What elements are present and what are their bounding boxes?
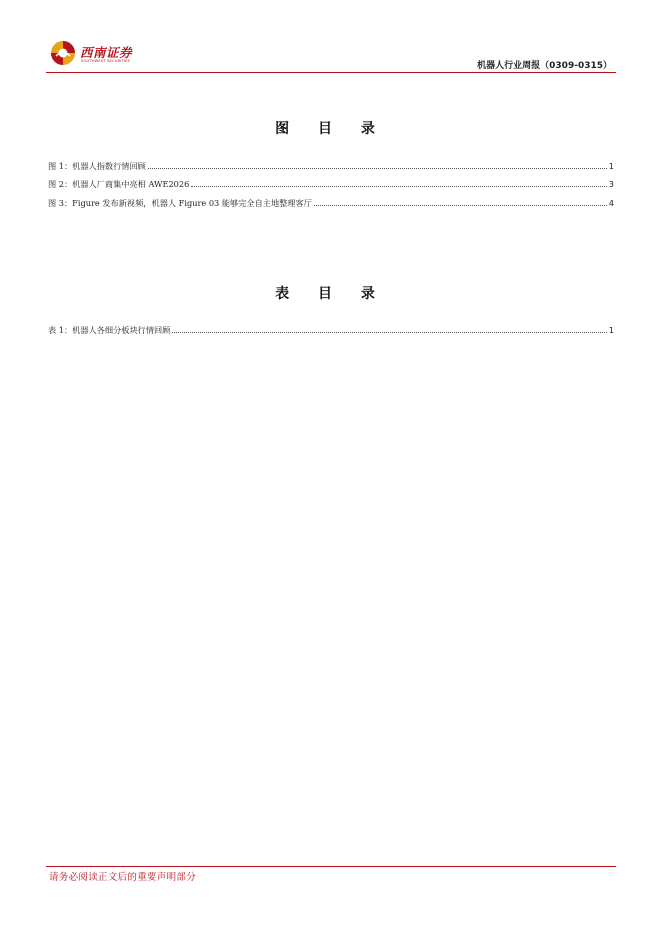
- toc-entry-page: 3: [608, 179, 614, 189]
- header-divider: [46, 72, 616, 73]
- figure-toc-title: 图 目 录: [275, 121, 387, 137]
- toc-entry-label: 图 1：机器人指数行情回顾: [48, 160, 146, 171]
- report-title: 机器人行业周报（0309-0315）: [477, 61, 612, 71]
- footer-divider: [46, 866, 616, 867]
- toc-entry-label: 图 2：机器人厂商集中亮相 AWE2026: [48, 179, 190, 189]
- logo-text-en: SOUTHWEST SECURITIES: [81, 59, 131, 63]
- page-header: [46, 38, 616, 74]
- toc-entry-figure-3[interactable]: [48, 189, 614, 208]
- southwest-securities-logo-icon: [50, 40, 76, 66]
- toc-entry-label: 表 1：机器人各细分板块行情回顾: [48, 324, 171, 335]
- toc-entry-figure-2[interactable]: [48, 171, 614, 190]
- toc-leader-dots: [172, 332, 606, 333]
- toc-entry-figure-1[interactable]: [48, 152, 614, 171]
- toc-entry-label: 图 3：Figure 发布新视频，机器人 Figure 03 能够完全自主地整理客厅: [48, 197, 312, 208]
- toc-leader-dots: [148, 168, 607, 169]
- toc-leader-dots: [191, 186, 606, 187]
- company-logo[interactable]: [50, 40, 160, 68]
- figure-toc-list: [48, 152, 614, 208]
- table-toc-title: 表 目 录: [275, 286, 387, 302]
- toc-leader-dots: [314, 205, 607, 206]
- logo-text-cn: 西南证券: [80, 45, 133, 60]
- footer-disclaimer: 请务必阅读正文后的重要声明部分: [49, 872, 197, 883]
- toc-entry-page: 1: [608, 160, 614, 171]
- toc-entry-page: 4: [608, 197, 614, 208]
- table-toc-list: [48, 316, 614, 335]
- toc-entry-table-1[interactable]: [48, 316, 614, 335]
- toc-entry-page: 1: [608, 324, 614, 335]
